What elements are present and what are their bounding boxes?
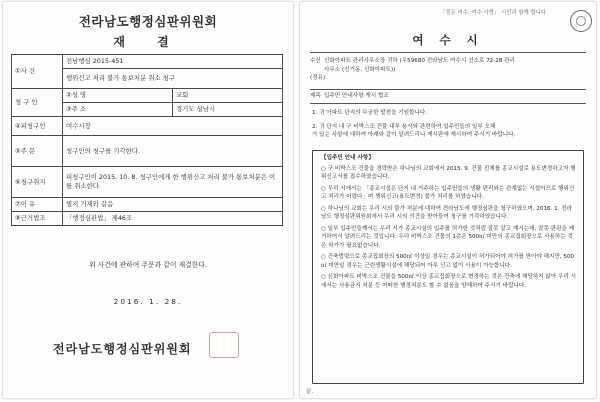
divider [310, 89, 586, 90]
city-emblem-icon [570, 10, 592, 32]
case-number: 전남행심 2015-451 [63, 55, 283, 69]
reason-label: ⑦이 유 [12, 198, 63, 212]
body-line: 2. 귀 단지 내 구 비박스조 건물 내부 용사와 관련하여 입주민들의 일부 오해 [312, 123, 496, 130]
notice-item: ○ 구 비박스조 건물을 경락받은 하나님의 교회에서 2015. 9. 건물 진체를 종교시설로 용도변경하고자 행위신고서를 접수하였습니다. [321, 165, 576, 180]
notice-title: 여 수 시 [412, 33, 484, 47]
reason-value: 별지 기재와 같음 [63, 198, 283, 212]
recipient-block [310, 57, 586, 83]
via-label: (경유) [310, 75, 326, 81]
subject-label: 제목 [310, 93, 321, 99]
body-line: 가 있는 사항에 대하여 아래와 같이 알려드리니 게시판에 게시하여 주시기 바랍니다. [312, 132, 516, 138]
notice-item: ○ 건축법령으로 종교집회장의 500㎡ 이상일 경우는 종교시설이 허가되어야 허가를 받아야 해지만, 500㎡ 미만일 경우는 근린생활시설에 해당되어 아무 신고 없이 사용이 가능합니다. [321, 254, 575, 269]
ruling-document [3, 2, 293, 398]
resident-notice-box [312, 150, 584, 384]
box-heading: 【입주민 안내 사항】 [321, 155, 374, 161]
notice-item: ○ 신화아파트 비박스조 건물을 500㎡ 이상 종교집회장으로 변경하는 것은 건축에 해당하지 않아 우리 시에서는 사용금지 처분 등 어떠한 행정처분도 할 수 없음을 양해하여 주시기 바랍니다. [321, 274, 577, 289]
official-seal-stamp [209, 332, 239, 358]
table-row [12, 117, 283, 136]
case-name: 행위신고 처리 불가 통보처분 취소 청구 [63, 69, 283, 89]
name-value: 교회 [173, 89, 283, 103]
respondent-label: ④피청구인 [12, 117, 63, 136]
notice-item: ○ 하나님의 교회는 우리 시의 불가 처분에 대하여 전라남도에 행정심판을 청구하였으며, 2016. 1. 전라남도 행정심판위원회에서 우리 시의 의견을 받아들여 청구를 기각하였습니다. [321, 205, 573, 220]
recipient-label: 수신 [310, 58, 321, 64]
divider [310, 103, 586, 104]
table-row [12, 55, 283, 69]
subject-block [310, 92, 586, 101]
recipient-line: 사무소 (신기동, 신화아파트)) [324, 66, 396, 73]
committee-signature: 전라남도행정심판위원회 [53, 342, 192, 356]
law-label: ⑧근거법조 [12, 212, 63, 226]
divider [310, 52, 586, 53]
recipient-line: 신화아파트 관리사무소장 귀하 (우59680 전라남도 여수시 선소로 72-28 관리 [324, 58, 515, 64]
body-line: 1. 귀 아파트 단지의 무궁한 발전을 기원합니다. [312, 110, 428, 116]
claim-value: 피청구인이 2015. 10. 8. 청구인에게 한 행위신고 처리 불가 통보처분은 이를 취소한다. [63, 167, 283, 198]
claim-label: ⑥청구취지 [12, 167, 63, 198]
law-value: 「행정심판법」 제46조 [63, 212, 283, 226]
notice-item: ○ 일부 입주민들께서는 우리 시가 종교시설의 입주를 허가한 것처럼 잘못 알고 계시는데, 잘못 판된을 제거하여서 알려드리는 것입니다. 우리 비박스조 건물의 1층은 500㎡ 미만의 종교집회장으로 사용하는 것은 허가가 필요없습니다. [321, 225, 575, 249]
case-label: ①사 건 [12, 55, 63, 89]
notice-body [312, 109, 584, 140]
order-label: ⑤주 문 [12, 136, 63, 167]
respondent-value: 여수시장 [63, 117, 283, 136]
ruling-table [11, 54, 283, 226]
table-row [12, 167, 283, 198]
subject-value: 입주민 안내사항 게시 협조 [324, 93, 389, 99]
name-label: ②성 명 [63, 89, 173, 103]
table-row [12, 89, 283, 103]
issuing-committee: 전라남도행정심판위원회 [78, 14, 218, 29]
table-row [12, 212, 283, 226]
city-slogan: 「정든 여수, 여수 사랑」 시민과 함께 합니다 [440, 10, 547, 16]
address-value: 경기도 성남시 [173, 103, 283, 117]
ruling-date: 2016. 1. 28. [113, 297, 183, 306]
table-row [12, 136, 283, 167]
order-value: 청구인의 청구를 기각한다. [63, 136, 283, 167]
closing-statement: 위 사건에 관하여 주문과 같이 재결한다. [88, 261, 207, 269]
city-notice-document [300, 2, 596, 398]
document-title: 재 결 [113, 35, 183, 49]
petitioner-label: 청 구 인 [12, 89, 63, 117]
end-mark: 끝. [306, 389, 314, 395]
address-label: ③주 소 [63, 103, 173, 117]
table-row [12, 198, 283, 212]
notice-item: ○ 우리 시에서는 「종교시설은 단지 내 거주하는 입주민들의 생활 편리와는 관계없는 시설이므로 행위신고 처리가 어렵다」며 행위신고(용도변경) 불가 처리를 하였습니다. [321, 185, 575, 200]
